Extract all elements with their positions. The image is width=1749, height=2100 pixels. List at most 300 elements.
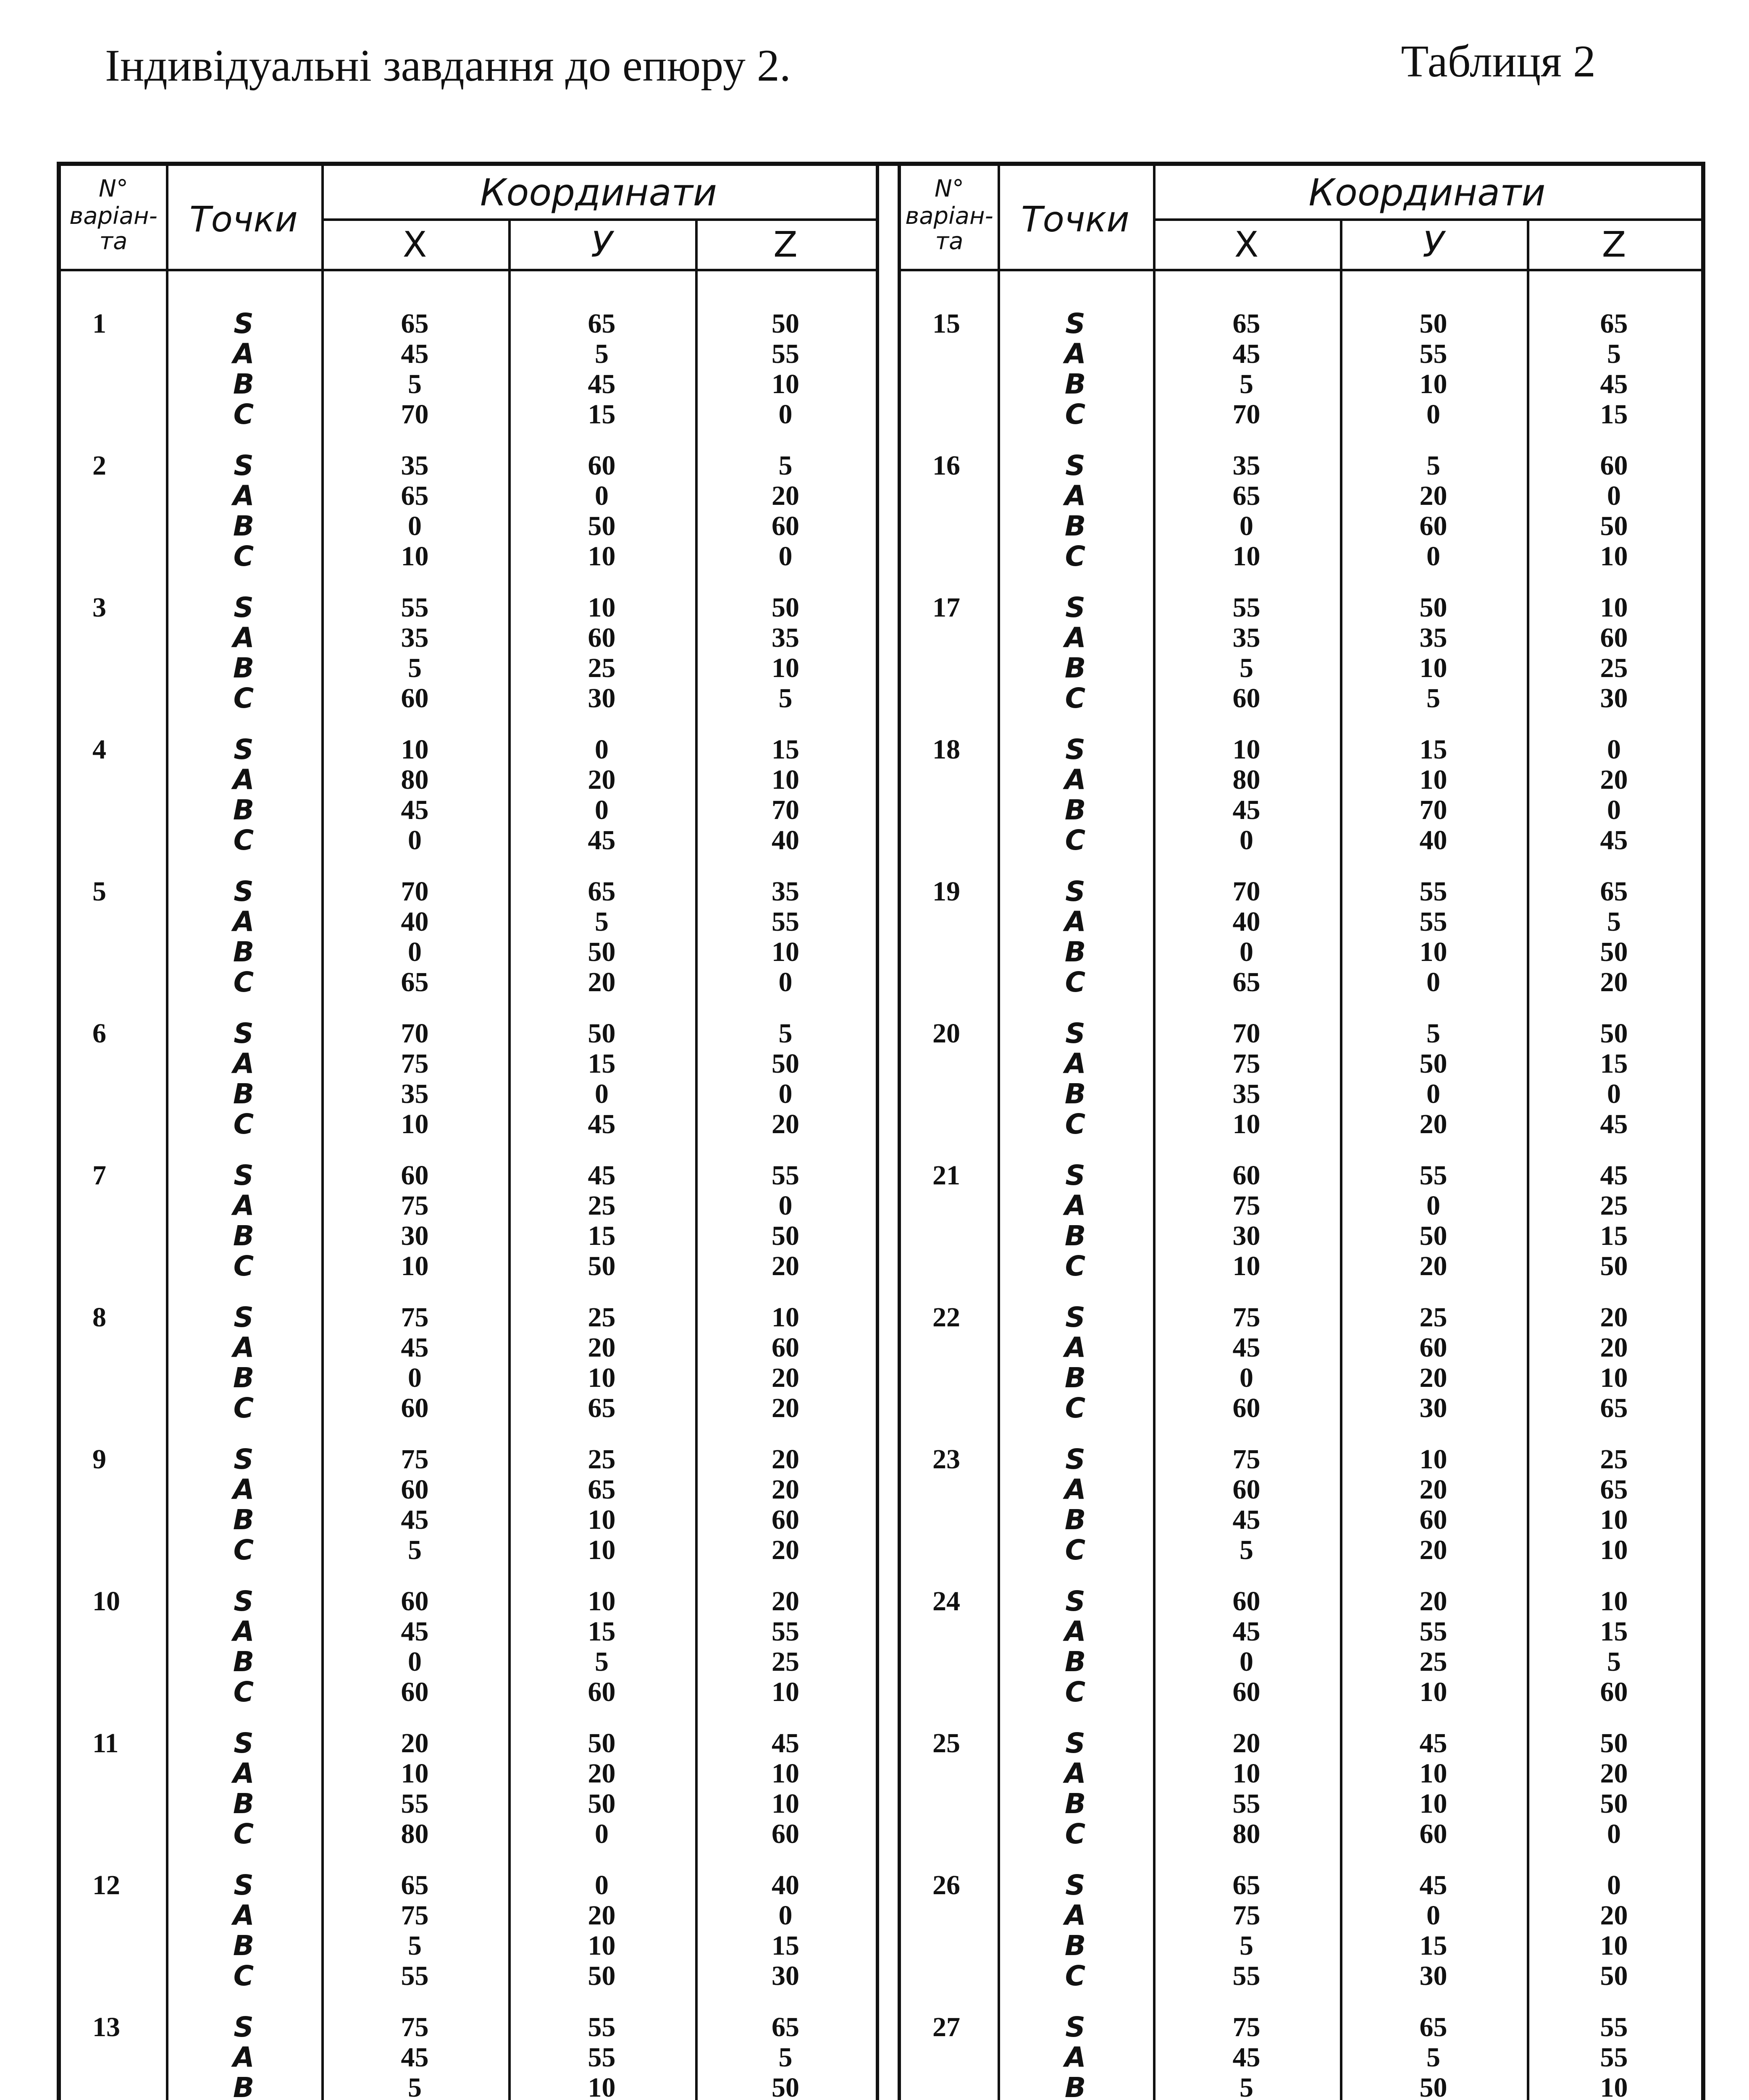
point-label: S — [234, 591, 254, 624]
coordinate-value: 10 — [1232, 734, 1261, 765]
point-label: A — [233, 1047, 255, 1080]
y-values — [508, 877, 695, 998]
variant-row — [901, 1444, 1701, 1586]
variant-row — [61, 593, 876, 735]
variant-number: 2 — [92, 450, 106, 481]
point-label: B — [1064, 1362, 1086, 1394]
coordinate-value: 30 — [1419, 1961, 1447, 1991]
coordinate-value: 5 — [595, 906, 609, 937]
coordinate-value: 60 — [588, 622, 616, 653]
center-double-divider — [876, 166, 901, 2100]
y-values — [1340, 1870, 1527, 1991]
coordinate-value: 0 — [1426, 541, 1440, 572]
coordinate-value: 60 — [1419, 511, 1447, 541]
coordinate-value: 0 — [778, 1079, 793, 1109]
point-label: C — [233, 1960, 254, 1992]
point-label: B — [233, 1788, 255, 1820]
variant-row — [61, 877, 876, 1018]
point-label: B — [233, 1078, 255, 1110]
z-values — [695, 309, 876, 430]
coordinate-value: 5 — [1426, 2042, 1440, 2073]
coordinate-value: 20 — [1232, 1728, 1261, 1759]
point-label: S — [234, 1159, 254, 1192]
coordinate-value: 5 — [778, 683, 793, 714]
point-label: C — [1065, 1108, 1086, 1140]
coordinate-value: 0 — [1607, 1819, 1621, 1849]
point-label: B — [1064, 1646, 1086, 1678]
coordinate-value: 55 — [1419, 339, 1447, 369]
coordinate-value: 25 — [772, 1646, 799, 1677]
point-label: C — [1065, 682, 1086, 714]
variant-header-line: варіан- — [905, 202, 993, 230]
coordinate-value: 20 — [772, 1586, 799, 1617]
z-values — [695, 593, 876, 714]
coordinate-value: 45 — [1600, 1160, 1628, 1191]
z-values — [1527, 877, 1701, 998]
variant-number: 23 — [932, 1444, 960, 1475]
coordinate-value: 0 — [1240, 825, 1253, 856]
coordinate-value: 35 — [401, 450, 429, 481]
coordinate-value: 65 — [401, 967, 429, 998]
coordinate-value: 5 — [1426, 1018, 1440, 1049]
variant-number: 4 — [92, 734, 106, 765]
x-values — [321, 593, 508, 714]
point-label: A — [233, 764, 255, 796]
coordinate-value: 20 — [1419, 1362, 1447, 1393]
point-label: S — [234, 2011, 254, 2043]
z-values — [1527, 451, 1701, 572]
coordinate-value: 45 — [1600, 825, 1628, 856]
coordinate-value: 50 — [772, 2072, 799, 2100]
coordinate-value: 50 — [1419, 1048, 1447, 1079]
coordinate-value: 75 — [401, 1048, 429, 1079]
coordinate-value: 60 — [1232, 1586, 1261, 1617]
x-values — [1153, 1444, 1340, 1565]
x-values — [321, 1870, 508, 1991]
point-label: S — [1065, 1585, 1085, 1617]
variant-row — [901, 1018, 1701, 1160]
variant-row — [901, 451, 1701, 593]
coordinate-value: 15 — [588, 1221, 616, 1251]
x-values — [321, 735, 508, 856]
x-values — [1153, 309, 1340, 430]
coordinate-value: 25 — [588, 1190, 616, 1221]
coordinate-value: 35 — [772, 876, 799, 907]
x-values — [321, 1728, 508, 1849]
coordinate-value: 25 — [1419, 1302, 1447, 1333]
variant-row — [61, 309, 876, 451]
x-values — [1153, 1018, 1340, 1139]
coordinate-value: 65 — [1232, 480, 1261, 511]
coordinate-value: 15 — [1600, 1616, 1628, 1647]
y-values — [508, 1586, 695, 1707]
coordinate-value: 50 — [1419, 2072, 1447, 2100]
points-column — [166, 1018, 321, 1139]
coordinate-value: 65 — [1600, 1393, 1628, 1423]
coordinate-value: 75 — [1232, 1900, 1261, 1931]
variant-number: 12 — [92, 1870, 120, 1900]
y-values — [508, 451, 695, 572]
coordinate-value: 5 — [1240, 1930, 1253, 1961]
coordinate-value: 55 — [588, 2012, 616, 2042]
point-label: B — [233, 652, 255, 684]
y-header: У — [591, 224, 613, 265]
coordinate-value: 5 — [1240, 2072, 1253, 2100]
variant-row — [61, 2012, 876, 2100]
point-label: A — [233, 1615, 255, 1648]
variant-row — [61, 1586, 876, 1728]
coordinate-value: 75 — [401, 1302, 429, 1333]
coordinate-value: 75 — [1232, 1302, 1261, 1333]
point-label: C — [233, 398, 254, 430]
coordinate-value: 0 — [408, 1646, 422, 1677]
point-label: B — [233, 794, 255, 826]
point-label: A — [233, 1189, 255, 1222]
x-values — [1153, 1870, 1340, 1991]
coordinate-value: 15 — [1600, 1221, 1628, 1251]
coordinate-value: 50 — [1419, 592, 1447, 623]
coordinate-value: 40 — [772, 1870, 799, 1900]
point-label: S — [1065, 1727, 1085, 1759]
coordinate-value: 10 — [588, 2072, 616, 2100]
variant-number: 7 — [92, 1160, 106, 1191]
coordinate-value: 60 — [772, 1504, 799, 1535]
point-label: A — [233, 2041, 255, 2074]
point-label: S — [234, 1301, 254, 1334]
coordinate-value: 70 — [1232, 876, 1261, 907]
coordinate-value: 10 — [401, 734, 429, 765]
coordinate-value: 65 — [401, 308, 429, 339]
coordinate-value: 30 — [1600, 683, 1628, 714]
coordinate-value: 75 — [1232, 1048, 1261, 1079]
coordinate-value: 20 — [588, 1900, 616, 1931]
coordinate-value: 0 — [1607, 1079, 1621, 1109]
coordinate-value: 10 — [772, 764, 799, 795]
x-values — [1153, 1728, 1340, 1849]
coordinate-value: 60 — [1419, 1819, 1447, 1849]
z-header: Z — [1602, 224, 1626, 265]
coordinate-value: 5 — [408, 2072, 422, 2100]
variant-header — [901, 174, 998, 204]
coordinate-value: 20 — [588, 967, 616, 998]
point-label: A — [1064, 2041, 1086, 2074]
y-values — [508, 2012, 695, 2100]
coordinate-value: 20 — [1419, 1109, 1447, 1139]
coordinate-value: 70 — [401, 1018, 429, 1049]
coordinate-value: 10 — [1600, 1362, 1628, 1393]
coordinate-value: 70 — [401, 399, 429, 430]
coordinate-value: 45 — [1600, 369, 1628, 399]
coordinate-value: 60 — [1600, 450, 1628, 481]
point-label: B — [1064, 1078, 1086, 1110]
coordinate-value: 20 — [772, 1251, 799, 1281]
point-label: C — [233, 1676, 254, 1708]
point-label: S — [1065, 733, 1085, 766]
z-values — [695, 877, 876, 998]
table-label: Таблиця 2 — [1401, 37, 1596, 87]
coordinate-value: 25 — [588, 653, 616, 683]
x-values — [1153, 593, 1340, 714]
coordinates-table — [57, 162, 1705, 2100]
z-header: Z — [773, 224, 798, 265]
points-column — [998, 451, 1153, 572]
coordinate-value: 70 — [1232, 1018, 1261, 1049]
y-values — [508, 735, 695, 856]
coordinate-value: 35 — [1232, 450, 1261, 481]
coordinate-value: 45 — [772, 1728, 799, 1759]
x-values — [321, 1586, 508, 1707]
point-label: A — [1064, 338, 1086, 370]
point-label: B — [233, 936, 255, 968]
coordinate-value: 15 — [588, 1048, 616, 1079]
point-label: A — [233, 480, 255, 512]
point-label: A — [1064, 764, 1086, 796]
variant-number: 27 — [932, 2012, 960, 2042]
coordinate-value: 80 — [401, 1819, 429, 1849]
coordinate-value: 80 — [401, 764, 429, 795]
point-label: C — [233, 682, 254, 714]
coordinate-value: 0 — [595, 1079, 609, 1109]
points-column — [166, 1728, 321, 1849]
coordinate-value: 0 — [408, 511, 422, 541]
coordinate-value: 20 — [588, 764, 616, 795]
points-column — [998, 309, 1153, 430]
coordinate-value: 0 — [1426, 1190, 1440, 1221]
variant-header — [61, 174, 166, 204]
variant-row — [901, 1728, 1701, 1870]
points-column — [166, 1160, 321, 1281]
coordinate-value: 10 — [772, 369, 799, 399]
variant-number: 10 — [92, 1586, 120, 1617]
table-left-half — [61, 166, 876, 2100]
coordinate-value: 0 — [1426, 967, 1440, 998]
points-header: Точки — [189, 199, 298, 240]
x-values — [1153, 877, 1340, 998]
point-label: B — [233, 1504, 255, 1536]
point-label: S — [234, 1727, 254, 1759]
coordinate-value: 0 — [1607, 795, 1621, 825]
point-label: B — [1064, 794, 1086, 826]
coordinate-value: 55 — [588, 2042, 616, 2073]
coordinate-value: 15 — [772, 734, 799, 765]
x-values — [321, 309, 508, 430]
coordinate-value: 60 — [1232, 1474, 1261, 1505]
coordinate-value: 20 — [1600, 1900, 1628, 1931]
coordinate-value: 70 — [1232, 399, 1261, 430]
coordinate-value: 5 — [1607, 339, 1621, 369]
coordinate-value: 65 — [1232, 308, 1261, 339]
z-values — [1527, 309, 1701, 430]
x-values — [321, 877, 508, 998]
point-label: S — [1065, 875, 1085, 908]
x-values — [1153, 1586, 1340, 1707]
point-label: B — [233, 1929, 255, 1962]
z-values — [1527, 1870, 1701, 1991]
coordinate-value: 50 — [1600, 1961, 1628, 1991]
coordinate-value: 0 — [778, 399, 793, 430]
coordinate-value: 0 — [1426, 1079, 1440, 1109]
coordinate-value: 45 — [588, 369, 616, 399]
y-values — [1340, 1586, 1527, 1707]
variant-row — [901, 593, 1701, 735]
y-values — [1340, 593, 1527, 714]
variant-number: 8 — [92, 1302, 106, 1333]
coordinate-value: 10 — [772, 1677, 799, 1707]
z-values — [695, 1586, 876, 1707]
z-values — [695, 1160, 876, 1281]
coordinate-value: 40 — [1419, 825, 1447, 856]
z-values — [1527, 735, 1701, 856]
y-values — [1340, 735, 1527, 856]
coordinate-value: 60 — [401, 1160, 429, 1191]
coordinate-value: 45 — [1232, 1504, 1261, 1535]
point-label: A — [233, 622, 255, 654]
coordinate-value: 15 — [1600, 399, 1628, 430]
y-values — [508, 593, 695, 714]
variant-row — [61, 1160, 876, 1302]
x-header: X — [402, 224, 427, 265]
coordinate-value: 65 — [772, 2012, 799, 2042]
coordinate-value: 15 — [588, 399, 616, 430]
z-values — [1527, 2012, 1701, 2100]
point-label: C — [1065, 1960, 1086, 1992]
coordinate-value: 15 — [588, 1616, 616, 1647]
coordinate-value: 30 — [1419, 1393, 1447, 1423]
variant-header-line: варіан- — [69, 202, 158, 230]
coordinate-value: 10 — [1600, 541, 1628, 572]
variant-row — [61, 1444, 876, 1586]
point-label: S — [1065, 1017, 1085, 1050]
coordinate-value: 55 — [401, 1961, 429, 1991]
coordinate-value: 55 — [772, 1616, 799, 1647]
variant-number: 5 — [92, 876, 106, 907]
variant-number: 11 — [92, 1728, 119, 1759]
coordinate-value: 5 — [595, 1646, 609, 1677]
coordinate-value: 0 — [1240, 1646, 1253, 1677]
x-values — [321, 1444, 508, 1565]
coordinate-value: 10 — [772, 937, 799, 967]
y-values — [1340, 1444, 1527, 1565]
coordinate-value: 20 — [772, 1535, 799, 1565]
coordinate-value: 65 — [1600, 1474, 1628, 1505]
coordinate-value: 50 — [588, 1251, 616, 1281]
variant-number: 20 — [932, 1018, 960, 1049]
coordinate-value: 20 — [401, 1728, 429, 1759]
point-label: S — [1065, 591, 1085, 624]
coordinate-value: 5 — [408, 653, 422, 683]
coordinate-value: 80 — [1232, 764, 1261, 795]
table-right-half — [901, 166, 1701, 2100]
x-values — [321, 451, 508, 572]
coordinate-value: 35 — [401, 1079, 429, 1109]
coordinate-value: 50 — [772, 308, 799, 339]
point-label: B — [1064, 652, 1086, 684]
point-label: C — [1065, 1392, 1086, 1424]
variant-number: 16 — [932, 450, 960, 481]
coordinate-value: 20 — [1419, 480, 1447, 511]
variant-number: 3 — [92, 592, 106, 623]
point-label: B — [1064, 1504, 1086, 1536]
coordinate-value: 55 — [1419, 1616, 1447, 1647]
coordinate-value: 5 — [1240, 653, 1253, 683]
coordinate-value: 55 — [1419, 906, 1447, 937]
z-values — [1527, 1018, 1701, 1139]
point-label: S — [234, 1869, 254, 1901]
coordinate-value: 60 — [1232, 1160, 1261, 1191]
x-values — [1153, 735, 1340, 856]
coordinate-value: 50 — [772, 1221, 799, 1251]
coordinate-value: 65 — [401, 480, 429, 511]
coordinate-value: 10 — [772, 1758, 799, 1789]
z-values — [695, 1018, 876, 1139]
point-label: C — [1065, 398, 1086, 430]
point-label: C — [233, 1392, 254, 1424]
points-column — [166, 2012, 321, 2100]
z-values — [1527, 1586, 1701, 1707]
point-label: C — [233, 966, 254, 998]
points-column — [998, 1018, 1153, 1139]
coordinate-value: 65 — [588, 876, 616, 907]
coordinate-value: 15 — [1600, 1048, 1628, 1079]
coordinate-value: 20 — [772, 480, 799, 511]
points-column — [166, 735, 321, 856]
coordinate-value: 0 — [1426, 399, 1440, 430]
coordinate-value: 35 — [1419, 622, 1447, 653]
coordinate-value: 70 — [1419, 795, 1447, 825]
coordinate-value: 30 — [401, 1221, 429, 1251]
coordinate-value: 0 — [1607, 480, 1621, 511]
coordinate-value: 60 — [772, 1332, 799, 1363]
coordinate-value: 10 — [401, 1251, 429, 1281]
y-values — [508, 1728, 695, 1849]
point-label: A — [1064, 480, 1086, 512]
points-column — [166, 1444, 321, 1565]
coordinate-value: 0 — [595, 795, 609, 825]
coords-header: Координати — [1308, 171, 1546, 214]
coordinate-value: 20 — [1419, 1251, 1447, 1281]
coordinate-value: 20 — [588, 1332, 616, 1363]
y-values — [508, 1870, 695, 1991]
coordinate-value: 35 — [1232, 622, 1261, 653]
coordinate-value: 50 — [1600, 1728, 1628, 1759]
coordinate-value: 50 — [772, 1048, 799, 1079]
coordinate-value: 60 — [772, 1819, 799, 1849]
coordinate-value: 5 — [778, 1018, 793, 1049]
coordinate-value: 0 — [408, 825, 422, 856]
point-label: S — [234, 875, 254, 908]
coordinate-value: 15 — [772, 1930, 799, 1961]
points-column — [166, 1302, 321, 1423]
x-values — [1153, 451, 1340, 572]
coordinate-value: 65 — [1232, 1870, 1261, 1900]
coordinate-value: 10 — [1419, 764, 1447, 795]
coordinate-value: 20 — [772, 1444, 799, 1475]
point-label: C — [1065, 540, 1086, 572]
coordinate-value: 75 — [1232, 2012, 1261, 2042]
variant-row — [901, 735, 1701, 877]
points-column — [998, 877, 1153, 998]
point-label: B — [233, 1220, 255, 1252]
point-label: B — [233, 2071, 255, 2100]
coordinate-value: 10 — [1600, 1535, 1628, 1565]
x-values — [1153, 2012, 1340, 2100]
coordinate-value: 25 — [588, 1444, 616, 1475]
point-label: A — [1064, 1899, 1086, 1932]
coordinate-value: 15 — [1419, 734, 1447, 765]
coordinate-value: 5 — [778, 2042, 793, 2073]
coordinate-value: 50 — [588, 937, 616, 967]
coordinate-value: 0 — [778, 1900, 793, 1931]
